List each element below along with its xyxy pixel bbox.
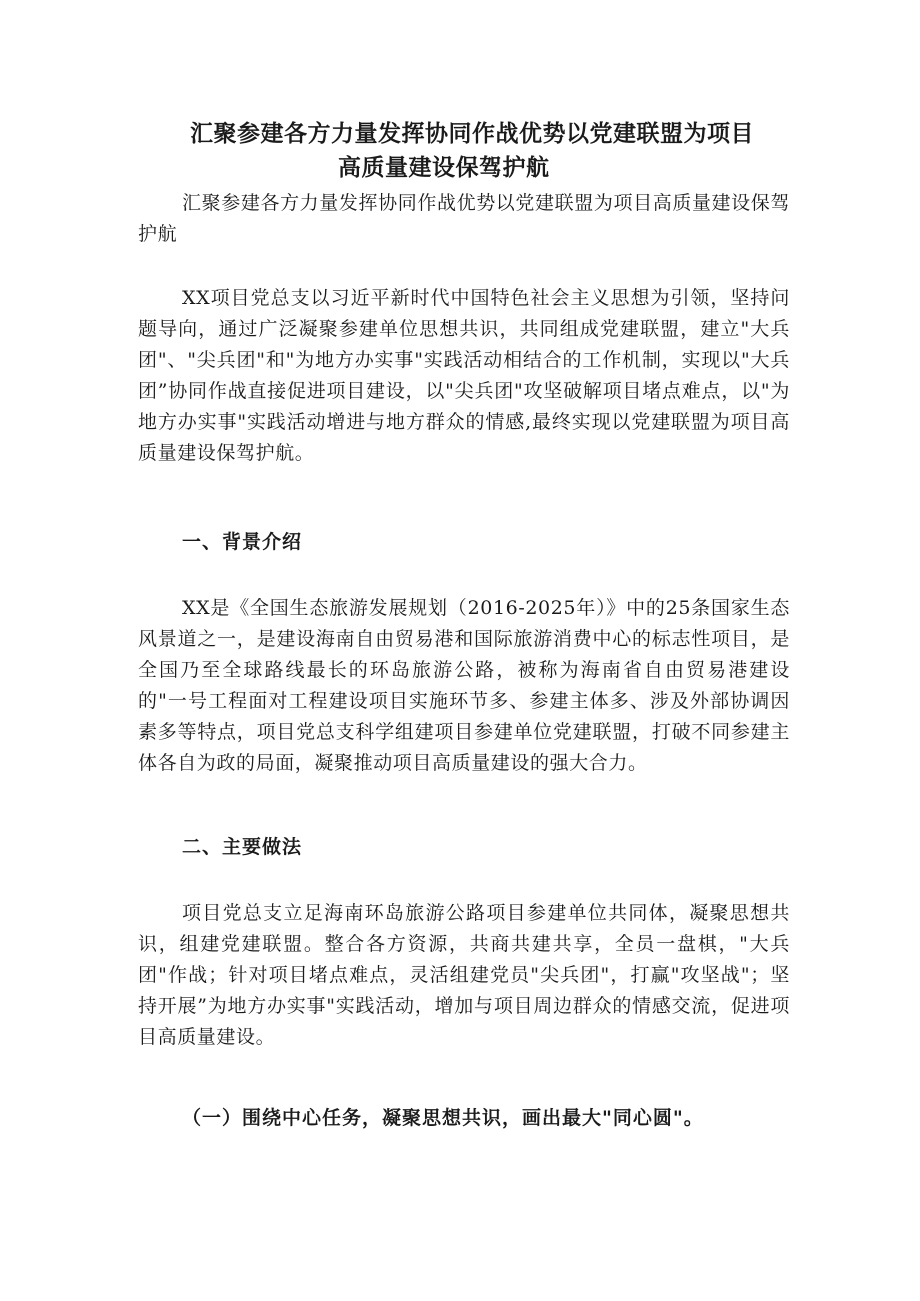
- subtitle-repeat: 汇聚参建各方力量发挥协同作战优势以党建联盟为项目高质量建设保驾护航: [138, 192, 790, 245]
- subsection-heading-1: （一）围绕中心任务，凝聚思想共识，画出最大"同心圆"。: [182, 1107, 704, 1129]
- section-heading-main-practices: 二、主要做法: [182, 836, 303, 858]
- paragraph-intro: XX项目党总支以习近平新时代中国特色社会主义思想为引领，坚持问题导向，通过广泛凝聚参建单位思想共识，共同组成党建联盟，建立"大兵团"、"尖兵团"和"为地方办实事"实践活动相结合的工作机制，实现以"大兵团”协同作战直接促进项目建设，以"尖兵团"攻坚破解项目堵点难点，以"为地方办实事"实践活动增进与地方群众的情感,最终实现以党建联盟为项目高质量建设保驾护航。: [138, 287, 790, 464]
- title-line-2: 高质量建设保驾护航: [338, 155, 550, 181]
- paragraph-background: XX是《全国生态旅游发展规划（2016-2025年）》中的25条国家生态风景道之一，是建设海南自由贸易港和国际旅游消费中心的标志性项目，是全国乃至全球路线最长的环岛旅游公路，被称为海南省自由贸易港建设的"一号工程面对工程建设项目实施环节多、参建主体多、涉及外部协调因素多等特点，项目党总支科学组建项目参建单位党建联盟，打破不同参建主体各自为政的局面，凝聚推动项目高质量建设的强大合力。: [138, 597, 790, 774]
- document-title: [190, 117, 790, 185]
- paragraph-main-practices: 项目党总支立足海南环岛旅游公路项目参建单位共同体，凝聚思想共识，组建党建联盟。整合各方资源，共商共建共享，全员一盘棋，"大兵团"作战；针对项目堵点难点，灵活组建党员"尖兵团"，打赢"攻坚战"；坚持开展”为地方办实事"实践活动，增加与项目周边群众的情感交流，促进项目高质量建设。: [138, 902, 790, 1048]
- section-heading-background: 一、背景介绍: [182, 531, 303, 553]
- title-line-1: 汇聚参建各方力量发挥协同作战优势以党建联盟为项目: [190, 121, 754, 147]
